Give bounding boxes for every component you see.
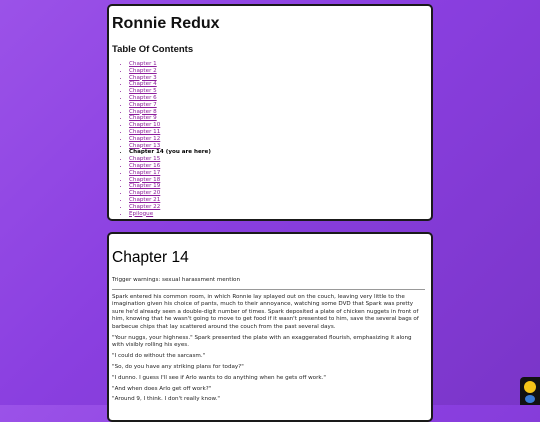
toc-item[interactable]	[129, 75, 431, 82]
toc-heading: Table Of Contents	[112, 44, 194, 55]
toc-item[interactable]	[129, 163, 431, 170]
toc-link[interactable]: Chapter 12	[129, 135, 161, 142]
toc-link[interactable]: Chapter 8	[129, 108, 157, 115]
toc-item[interactable]	[129, 204, 431, 211]
toc-item[interactable]	[129, 136, 431, 143]
toc-item[interactable]	[129, 68, 431, 75]
toc-item[interactable]	[129, 183, 431, 190]
toc-item[interactable]	[129, 197, 431, 204]
toc-link[interactable]: Chapter 9	[129, 115, 157, 122]
toc-link[interactable]: Chapter 4	[129, 81, 157, 88]
toc-item[interactable]	[129, 102, 431, 109]
toc-item[interactable]	[129, 81, 431, 88]
toc-item[interactable]	[129, 109, 431, 116]
toc-link[interactable]: Chapter 6	[129, 94, 157, 101]
theme-toggle-button[interactable]	[520, 377, 540, 405]
toc-link[interactable]: Chapter 20	[129, 190, 161, 197]
toc-link[interactable]: Chapter 19	[129, 183, 161, 190]
toc-link[interactable]: Chapter 10	[129, 122, 161, 129]
toc-link[interactable]: Chapter 16	[129, 162, 161, 169]
table-of-contents-card	[107, 4, 433, 221]
toc-link[interactable]: Chapter 17	[129, 169, 161, 176]
chapter-paragraph: "I could do without the sarcasm."	[112, 352, 206, 359]
toc-item[interactable]	[129, 61, 431, 68]
toc-item[interactable]	[129, 170, 431, 177]
toc-link[interactable]: Chapter 15	[129, 156, 161, 163]
toc-link[interactable]: Chapter 18	[129, 176, 161, 183]
toc-link[interactable]: Chapter 5	[129, 88, 157, 95]
chapter-body	[112, 294, 431, 404]
chapter-paragraph: "Around 9, I think. I don't really know."	[112, 396, 220, 403]
toc-link[interactable]: Chapter 1	[129, 61, 157, 67]
chapter-paragraph: Spark entered his common room, in which Ronnie lay splayed out on the couch, leaving very little to the imagination given his choice of pants, much to their annoyance, watching some DVD that Spark was pretty sure he'd already seen a double-digit number of times. Spark deposited a plate of chicken nuggets in front of him, knowing that he wasn't going to move to get food if it wasn't presented to him, save the several bags of barbecue chips that lay scattered around the couch from the past several days.	[112, 294, 419, 330]
toc-item[interactable]	[129, 129, 431, 136]
toc-link[interactable]: Epilogue	[129, 210, 154, 217]
toc-item: • Chapter 14 (you are here)	[129, 149, 431, 156]
toc-item[interactable]	[129, 177, 431, 184]
chapter-title: Chapter 14	[112, 249, 189, 266]
toc-item[interactable]	[129, 143, 431, 150]
toc-link[interactable]: Chapter 13	[129, 142, 161, 149]
story-title: Ronnie Redux	[112, 15, 220, 32]
divider	[112, 289, 425, 290]
toc-link[interactable]: Chapter 7	[129, 101, 157, 108]
toc-link[interactable]: Chapter 2	[129, 67, 157, 74]
chapter-paragraph: "I dunno. I guess I'll see if Arlo wants to do anything when he gets off work."	[112, 374, 326, 381]
toc-link[interactable]: Chapter 11	[129, 128, 161, 135]
trigger-warning: Trigger warnings: sexual harassment mention	[112, 277, 241, 283]
chapter-paragraph: "Your nuggs, your highness." Spark presented the plate with an exaggerated flourish, emphasizing it along with visibly rolling his eyes.	[112, 334, 412, 348]
toc-item[interactable]	[129, 88, 431, 95]
toc-link[interactable]: Chapter 21	[129, 196, 161, 203]
chapter-paragraph: "And when does Arlo get off work?"	[112, 385, 212, 392]
toc-link[interactable]: Chapter 3	[129, 74, 157, 81]
chapter-card	[107, 232, 433, 422]
toc-item[interactable]	[129, 115, 431, 122]
toc-item[interactable]	[129, 190, 431, 197]
toc-item[interactable]	[129, 211, 431, 218]
toc-list	[112, 61, 431, 217]
toc-item[interactable]	[129, 122, 431, 129]
chapter-paragraph: "So, do you have any striking plans for today?"	[112, 363, 244, 370]
sun-icon	[524, 381, 536, 393]
toc-item[interactable]	[129, 156, 431, 163]
toc-item[interactable]	[129, 95, 431, 102]
toc-link[interactable]: Chapter 22	[129, 203, 161, 210]
theme-toggle-icon	[525, 395, 535, 403]
